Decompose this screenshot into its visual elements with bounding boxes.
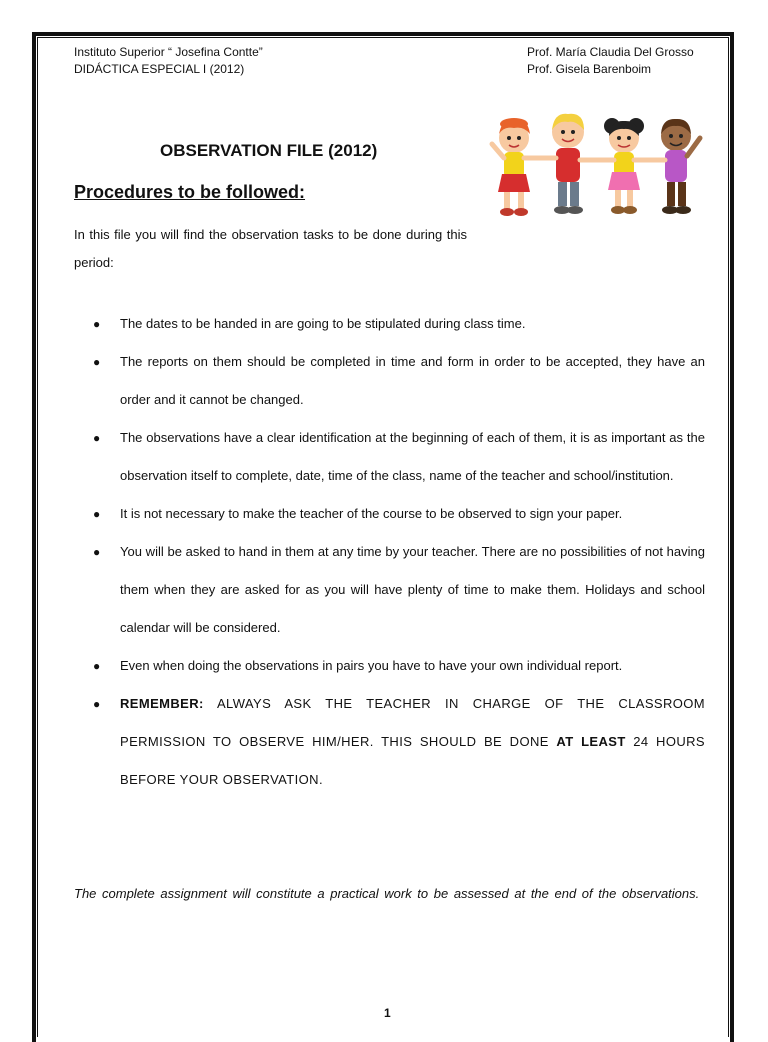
list-item: ● Even when doing the observations in pairs you have to have your own individual report. — [93, 647, 705, 685]
document-title: OBSERVATION FILE (2012) — [160, 141, 378, 160]
bullet-icon: ● — [93, 355, 101, 369]
child-2 — [552, 114, 584, 214]
children-illustration — [484, 108, 714, 228]
child-3 — [604, 118, 644, 214]
institution-name: Instituto Superior “ Josefina Contte” — [74, 45, 263, 59]
bullet-icon: ● — [93, 697, 101, 711]
list-item: ● The dates to be handed in are going to be stipulated during class time. — [93, 305, 705, 343]
header-right — [527, 44, 694, 78]
emphasis-at-least: AT LEAST — [556, 734, 626, 749]
closing-note: The complete assignment will constitute a practical work to be assessed at the end of the observations. — [74, 886, 700, 901]
professor-1: Prof. María Claudia Del Grosso — [527, 45, 694, 59]
list-item: ● The observations have a clear identification at the beginning of each of them, it is as important as the observation itself to complete, date, time of the class, name of the teacher and school/institution. — [93, 419, 705, 495]
procedure-list — [93, 305, 705, 799]
child-1 — [498, 118, 530, 216]
bullet-icon: ● — [93, 317, 101, 331]
course-name: DIDÁCTICA ESPECIAL I (2012) — [74, 62, 245, 76]
remember-item: ● REMEMBER: ALWAYS ASK THE TEACHER IN CHARGE OF THE CLASSROOM PERMISSION TO OBSERVE HIM/HER. THIS SHOULD BE DONE AT LEAST 24 HOURS BEFORE YOUR OBSERVATION. — [93, 685, 705, 799]
intro-paragraph: In this file you will find the observation tasks to be done during this period: — [74, 227, 467, 270]
bullet-icon: ● — [93, 659, 101, 673]
section-heading: Procedures to be followed: — [74, 182, 306, 202]
list-item: ● It is not necessary to make the teacher of the course to be observed to sign your paper. — [93, 495, 705, 533]
bullet-icon: ● — [93, 431, 101, 445]
list-item: ● The reports on them should be completed in time and form in order to be accepted, they have an order and it cannot be changed. — [93, 343, 705, 419]
header-left — [74, 44, 263, 78]
list-item: ● You will be asked to hand in them at any time by your teacher. There are no possibilities of not having them when they are asked for as you will have plenty of time to make them. Holidays and school calendar will be considered. — [93, 533, 705, 647]
page-number: 1 — [384, 1006, 391, 1020]
bullet-icon: ● — [93, 545, 101, 559]
professor-2: Prof. Gisela Barenboim — [527, 62, 652, 76]
bullet-icon: ● — [93, 507, 101, 521]
child-4 — [661, 119, 700, 214]
remember-label: REMEMBER: — [120, 696, 204, 711]
